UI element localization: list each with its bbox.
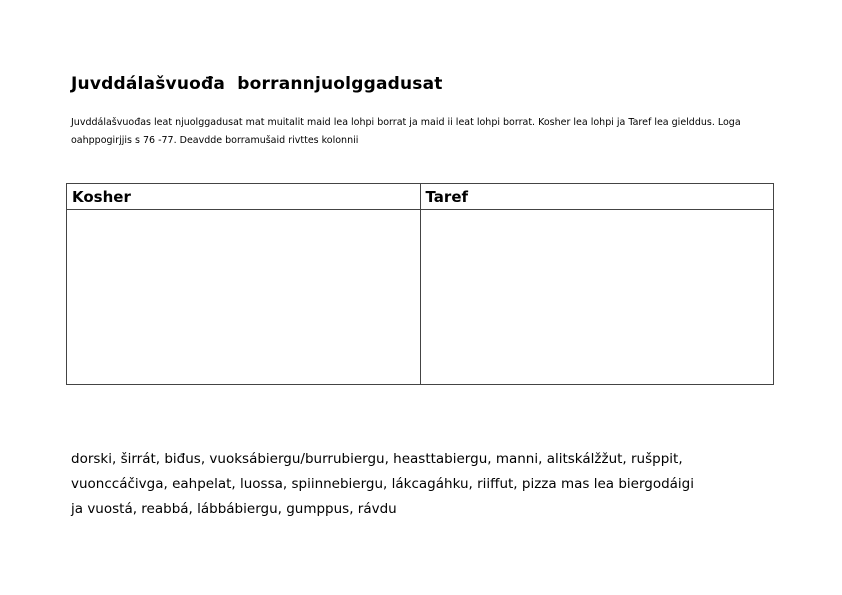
intro-text: Juvddálašvuođas leat njuolggadusat mat muitalit maid lea lohpi borrat ja maid ii leat lohpi borrat. Kosher lea lohpi ja Taref lea gielddus. Loga oahppogirjjis s 76 -77. Deavdde borramušaid rivttes kolonnii <box>71 117 741 146</box>
sorting-table <box>66 183 774 385</box>
word-list-line: dorski, širrát, biđus, vuoksábiergu/burrubiergu, heasttabiergu, manni, alitskálžžut, rušppit, <box>71 451 683 467</box>
column-header-taref: Taref <box>420 184 774 210</box>
taref-cell[interactable] <box>420 210 774 385</box>
kosher-cell[interactable] <box>67 210 421 385</box>
word-list-line: vuonccáčivga, eahpelat, luossa, spiinnebiergu, lákcagáhku, riiffut, pizza mas lea biergodáigi <box>71 476 694 492</box>
word-list-line: ja vuostá, reabbá, lábbábiergu, gumppus, rávdu <box>71 501 397 517</box>
column-header-kosher: Kosher <box>67 184 421 210</box>
table-row <box>67 210 774 385</box>
word-list <box>71 447 791 522</box>
page-title: Juvddálašvuođa borrannjuolggadusat <box>71 74 443 94</box>
table-header-row <box>67 184 774 210</box>
